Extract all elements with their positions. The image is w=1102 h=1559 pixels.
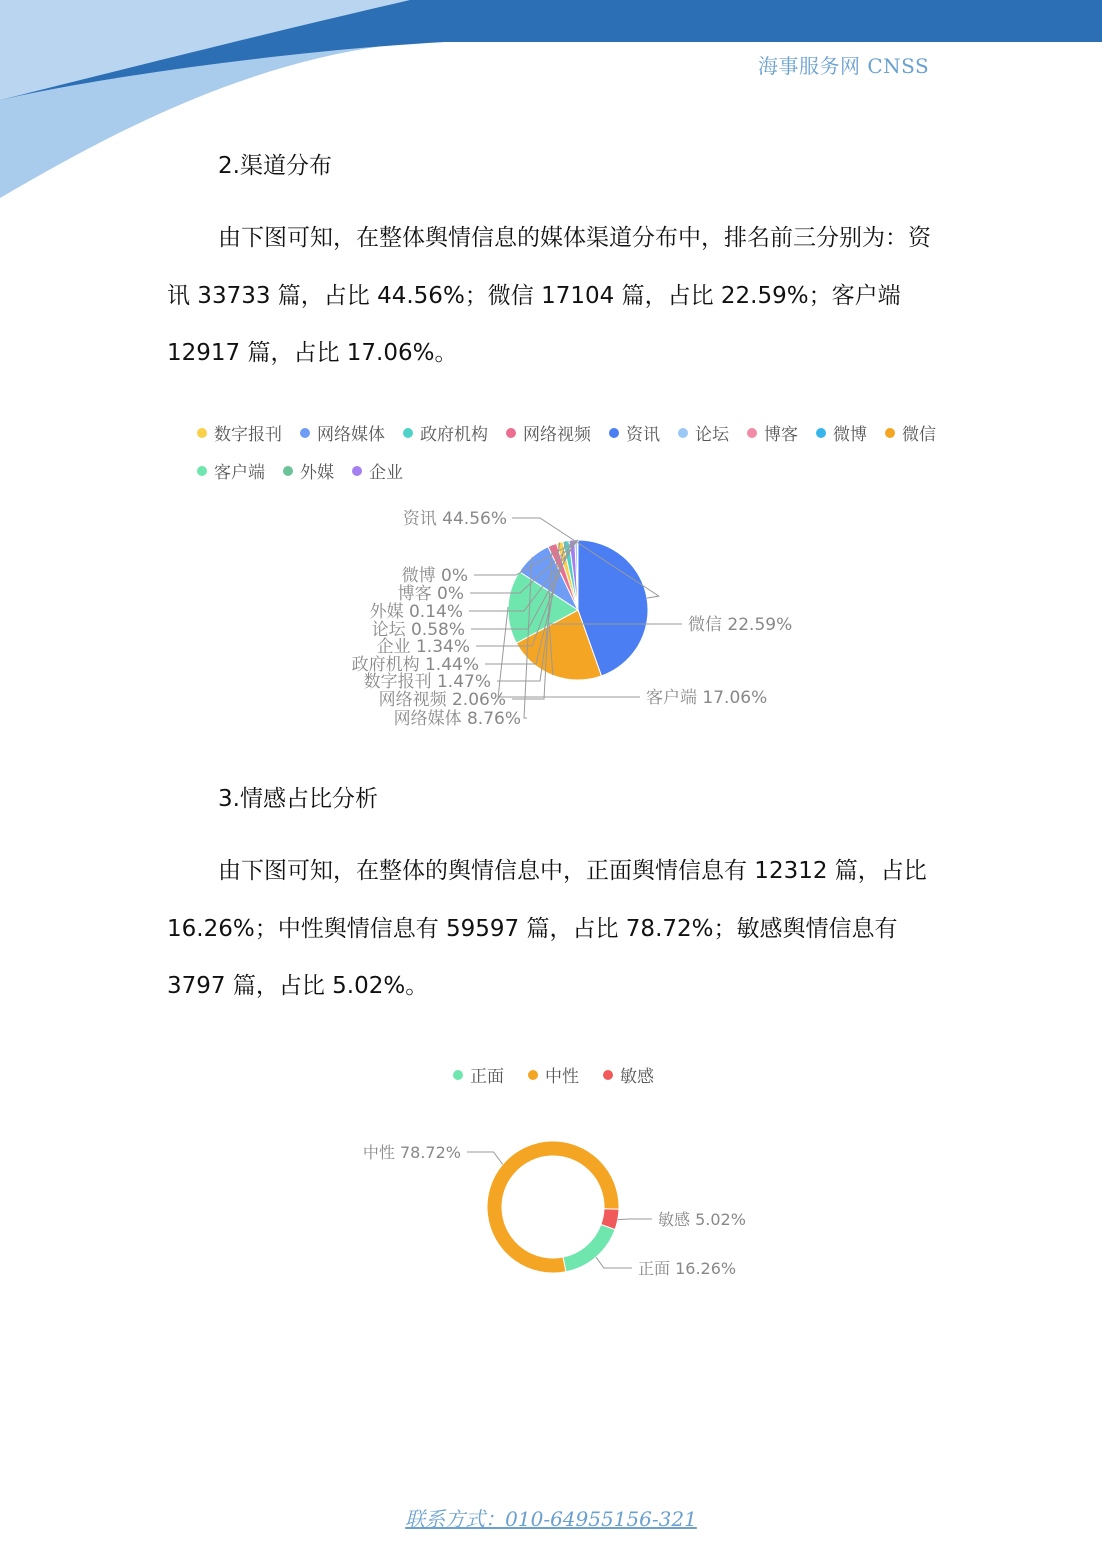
legend-swatch xyxy=(528,1070,538,1080)
legend-swatch xyxy=(609,428,619,438)
legend-label: 资讯 xyxy=(626,425,660,445)
legend-item[interactable] xyxy=(352,458,403,483)
slice-label: 论坛 0.58% xyxy=(371,620,465,640)
slice-label: 外媒 0.14% xyxy=(369,602,463,622)
slice-label: 网络媒体 8.76% xyxy=(393,709,521,729)
legend-swatch xyxy=(678,428,688,438)
legend-item[interactable] xyxy=(403,420,488,445)
slice-label: 敏感 5.02% xyxy=(658,1210,746,1229)
legend-swatch xyxy=(352,466,362,476)
slice-label: 数字报刊 1.47% xyxy=(363,672,491,692)
slice-label: 微信 22.59% xyxy=(688,615,793,635)
slice-label: 政府机构 1.44% xyxy=(351,655,479,675)
legend-swatch xyxy=(300,428,310,438)
slice-label: 资讯 44.56% xyxy=(402,509,507,529)
slice-label: 客户端 17.06% xyxy=(646,688,768,708)
legend-item[interactable] xyxy=(747,420,798,445)
legend-label: 微信 xyxy=(902,425,936,445)
legend-swatch xyxy=(283,466,293,476)
legend-swatch xyxy=(453,1070,463,1080)
sentiment-donut-chart xyxy=(0,1120,1102,1300)
legend-swatch xyxy=(506,428,516,438)
legend-label: 客户端 xyxy=(214,463,265,483)
legend-item[interactable] xyxy=(885,420,936,445)
legend-swatch xyxy=(885,428,895,438)
legend-item[interactable] xyxy=(300,420,385,445)
legend-label: 微博 xyxy=(833,425,867,445)
sentiment-chart-legend xyxy=(453,1062,654,1087)
section-heading-sentiment: 3.情感占比分析 xyxy=(218,786,378,812)
legend-item[interactable] xyxy=(197,458,265,483)
legend-label: 敏感 xyxy=(620,1067,654,1087)
label-leader-line xyxy=(618,1219,652,1220)
legend-swatch xyxy=(403,428,413,438)
channel-paragraph: 由下图可知，在整体舆情信息的媒体渠道分布中，排名前三分别为：资讯 33733 篇，占比 44.56%；微信 17104 篇，占比 22.59%；客户端 12917 篇，占比 17.06%。 xyxy=(167,225,931,366)
slice-label: 微博 0% xyxy=(401,566,468,586)
legend-label: 网络媒体 xyxy=(317,425,385,445)
legend-item[interactable] xyxy=(453,1062,504,1087)
section-heading-channel: 2.渠道分布 xyxy=(218,153,332,179)
legend-item[interactable] xyxy=(506,420,591,445)
legend-swatch xyxy=(816,428,826,438)
slice-label: 企业 1.34% xyxy=(376,637,470,657)
sentiment-paragraph: 由下图可知，在整体的舆情信息中，正面舆情信息有 12312 篇，占比 16.26%；中性舆情信息有 59597 篇，占比 78.72%；敏感舆情信息有 3797 篇，占比 5.02%。 xyxy=(167,858,927,999)
label-leader-line xyxy=(467,1152,503,1164)
header-decoration xyxy=(0,0,1102,210)
legend-swatch xyxy=(747,428,757,438)
legend-label: 外媒 xyxy=(300,463,334,483)
channel-pie-chart xyxy=(0,490,1102,740)
legend-swatch xyxy=(197,466,207,476)
channel-chart-legend xyxy=(197,420,977,483)
donut-slice[interactable] xyxy=(563,1225,615,1272)
slice-label: 网络视频 2.06% xyxy=(378,690,506,710)
legend-item[interactable] xyxy=(816,420,867,445)
pie-slice[interactable] xyxy=(577,540,578,610)
legend-swatch xyxy=(197,428,207,438)
legend-label: 博客 xyxy=(764,425,798,445)
legend-item[interactable] xyxy=(603,1062,654,1087)
legend-item[interactable] xyxy=(609,420,660,445)
legend-item[interactable] xyxy=(283,458,334,483)
legend-label: 中性 xyxy=(545,1067,579,1087)
legend-label: 企业 xyxy=(369,463,403,483)
legend-label: 正面 xyxy=(470,1067,504,1087)
footer-contact: 联系方式：010-64955156-321 xyxy=(405,1507,697,1531)
slice-label: 正面 16.26% xyxy=(638,1259,737,1278)
legend-swatch xyxy=(603,1070,613,1080)
legend-label: 论坛 xyxy=(695,425,729,445)
label-leader-line xyxy=(596,1257,632,1268)
slice-label: 中性 78.72% xyxy=(362,1143,461,1162)
legend-item[interactable] xyxy=(678,420,729,445)
slice-label: 博客 0% xyxy=(397,584,464,604)
legend-item[interactable] xyxy=(528,1062,579,1087)
legend-item[interactable] xyxy=(197,420,282,445)
legend-label: 数字报刊 xyxy=(214,425,282,445)
legend-label: 政府机构 xyxy=(420,425,488,445)
legend-label: 网络视频 xyxy=(523,425,591,445)
site-name: 海事服务网 CNSS xyxy=(758,54,930,78)
